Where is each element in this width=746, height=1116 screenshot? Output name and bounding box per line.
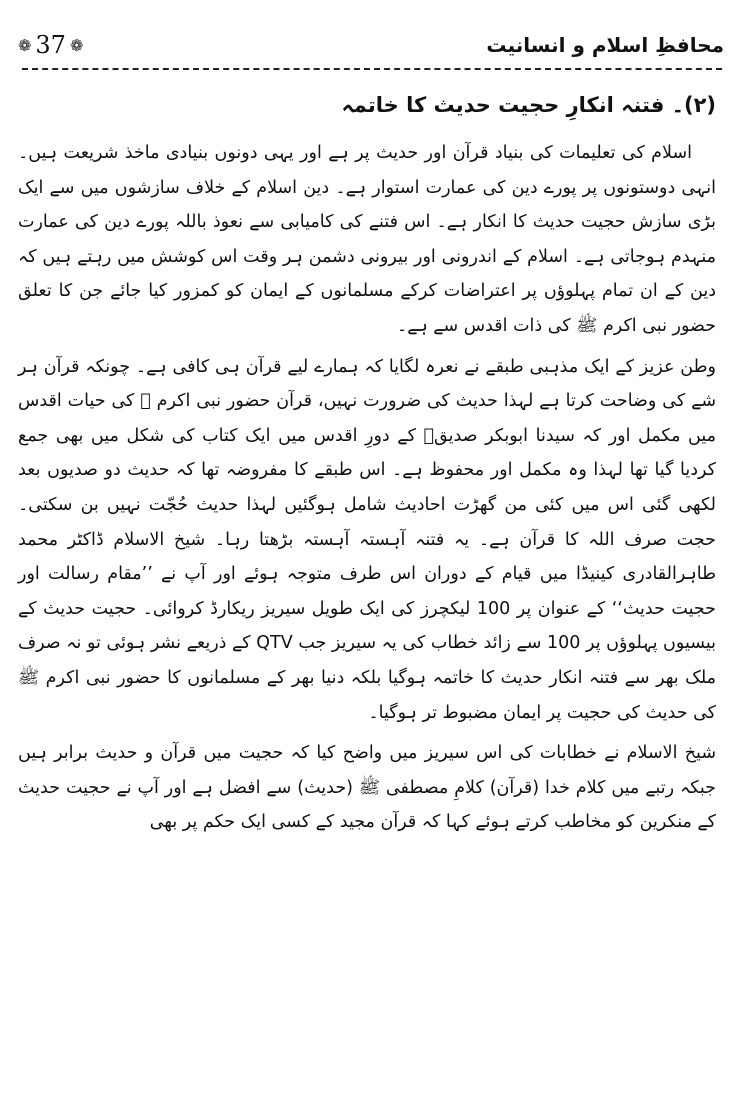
page-number-badge — [18, 28, 83, 62]
page-number: 37 — [35, 31, 66, 59]
paragraph-2: وطن عزیز کے ایک مذہبی طبقے نے نعرہ لگایا کہ ہمارے لیے قرآن ہی کافی ہے۔ چونکہ قرآن ہر شے کی وضاحت کرتا ہے لہذا حدیث کی ضرورت نہیں، قرآن حضور نبی اکرم ﷺ کی حیات اقدس میں مکمل اور کہ سیدنا ابوبکر صدیقؓ کے دورِ اقدس میں ایک کتاب کی شکل میں بھی جمع کردیا گیا تھا لہذا وہ مکمل اور محفوظ ہے۔ اس طبقے کا مفروضہ تھا کہ حدیث دو صدیوں بعد لکھی گئی اس میں کئی من گھڑت احادیث شامل ہوگئیں لہذا حدیث حُجّت نہیں بن سکتی۔ حجت صرف اللہ کا قرآن ہے۔ یہ فتنہ آہستہ آہستہ بڑھتا رہا۔ شیخ الاسلام ڈاکٹر محمد طاہرالقادری کینیڈا میں قیام کے دوران اس طرف متوجہ ہوئے اور آپ نے ’’مقام رسالت اور حجیت حدیث‘‘ کے عنوان پر 100 لیکچرز کی ایک طویل سیریز ریکارڈ کروائی۔ حجیت حدیث کے بیسیوں پہلوؤں پر 100 سے زائد خطاب کی یہ سیریز جب QTV کے ذریعے نشر ہوئی تو نہ صرف ملک بھر سے فتنہ انکار حدیث کا خاتمہ ہوگیا بلکہ دنیا بھر کے مسلمانوں کا حضور نبی اکرم ﷺ کی حدیث کی حجیت پر ایمان مضبوط تر ہوگیا۔ — [18, 356, 716, 723]
section-heading: (۲)۔ فتنہ انکارِ حجیت حدیث کا خاتمہ — [341, 93, 716, 117]
page-header — [10, 28, 730, 68]
paragraph-3: شیخ الاسلام نے خطابات کی اس سیریز میں واضح کیا کہ حجیت میں قرآن و حدیث برابر ہیں جبکہ رتبے میں کلام خدا (قرآن) کلامِ مصطفی ﷺ (حدیث) سے افضل ہے اور آپ نے حجیت حدیث کے منکرین کو مخاطب کرتے ہوئے کہا کہ قرآن مجید کے کسی ایک حکم پر بھی — [18, 743, 716, 833]
book-title: محافظِ اسلام و انسانیت — [486, 33, 724, 57]
ornament-left-icon: ❁ — [18, 35, 32, 55]
paragraph-1: اسلام کی تعلیمات کی بنیاد قرآن اور حدیث پر ہے اور یہی دونوں بنیادی ماخذ شریعت ہیں۔ انہی دوستونوں پر پورے دین کی عمارت استوار ہے۔ دین اسلام کے خلاف سازشوں میں سے ایک بڑی سازش حجیت حدیث کا انکار ہے۔ اس فتنے کی کامیابی سے نعوذ باللہ پورے دین کی عمارت منہدم ہوجاتی ہے۔ اسلام کے اندرونی اور بیرونی دشمن ہر وقت اس کوشش میں رہتے ہیں کہ دین کے ان تمام پہلوؤں پر اعتراضات کرکے مسلمانوں کے ایمان کو کمزور کیا جائے جن کا تعلق حضور نبی اکرم ﷺ کی ذات اقدس سے ہے۔ — [18, 143, 716, 336]
page-body — [18, 88, 716, 846]
header-divider — [22, 68, 722, 70]
ornament-right-icon: ❁ — [69, 35, 84, 55]
